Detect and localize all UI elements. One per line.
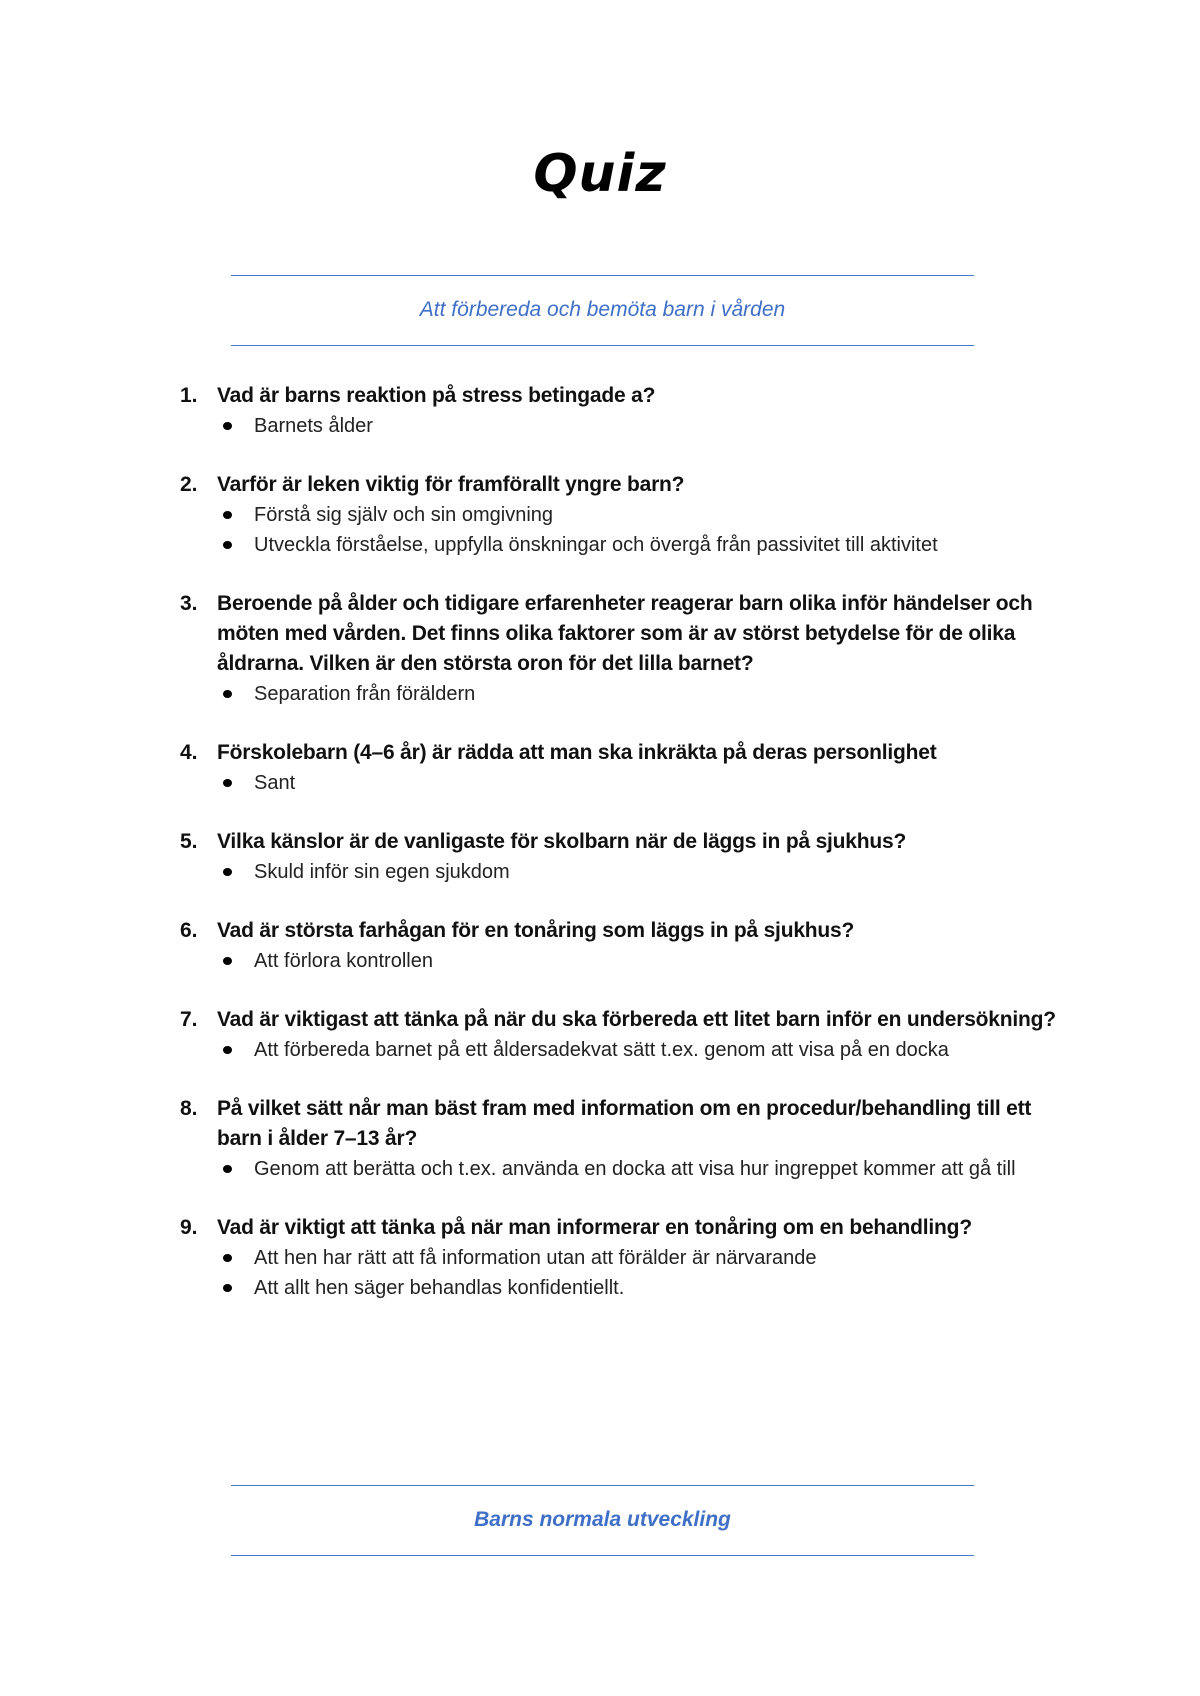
question-number: 2. (180, 473, 198, 496)
bullet-icon (223, 541, 232, 549)
quiz-question (170, 589, 1070, 709)
question-text: Varför är leken viktig för framförallt yngre barn? (217, 473, 685, 496)
answer-text: Att förlora kontrollen (254, 950, 433, 972)
question-text: Vad är viktigast att tänka på när du ska förbereda ett litet barn inför en undersökning? (217, 1008, 1056, 1031)
answer-text: Förstå sig själv och sin omgivning (254, 504, 554, 526)
answer-item (217, 679, 1070, 709)
answer-text: Att förbereda barnet på ett åldersadekvat sätt t.ex. genom att visa på en docka (254, 1039, 949, 1061)
answer-text: Sant (254, 772, 296, 794)
answer-text: Utveckla förståelse, uppfylla önskningar och övergå från passivitet till aktivitet (254, 534, 938, 556)
answer-item (217, 1035, 1070, 1065)
answer-item (217, 1154, 1070, 1184)
question-number: 9. (180, 1216, 198, 1239)
answer-list (217, 857, 1070, 887)
bullet-icon (223, 511, 232, 519)
bullet-icon (223, 422, 232, 430)
bullet-icon (223, 779, 232, 787)
question-text: Vad är barns reaktion på stress betingade a? (217, 384, 656, 407)
answer-list (217, 679, 1070, 709)
answer-list (217, 946, 1070, 976)
quiz-question (170, 827, 1070, 887)
question-number: 7. (180, 1008, 198, 1031)
answer-text: Att allt hen säger behandlas konfidentiellt. (254, 1277, 625, 1299)
subtitle-bottom: Barns normala utveckling (231, 1485, 974, 1556)
answer-item (217, 857, 1070, 887)
answer-list (217, 411, 1070, 441)
quiz-question (170, 381, 1070, 441)
question-number: 3. (180, 592, 198, 615)
quiz-question (170, 738, 1070, 798)
quiz-question (170, 1213, 1070, 1303)
bullet-icon (223, 868, 232, 876)
answer-list (217, 1243, 1070, 1303)
answer-list (217, 1035, 1070, 1065)
question-number: 1. (180, 384, 198, 407)
question-text: Beroende på ålder och tidigare erfarenheter reagerar barn olika inför händelser och möten med vården. Det finns olika faktorer som är av störst betydelse för de olika åldrarna. Vilken är den största oron för det lilla barnet? (217, 592, 1033, 675)
question-number: 4. (180, 741, 198, 764)
question-number: 8. (180, 1097, 198, 1120)
bullet-icon (223, 690, 232, 698)
question-text: Förskolebarn (4–6 år) är rädda att man ska inkräkta på deras personlighet (217, 741, 937, 764)
answer-item (217, 768, 1070, 798)
quiz-question (170, 916, 1070, 976)
answer-list (217, 500, 1070, 560)
answer-item (217, 1273, 1070, 1303)
answer-text: Genom att berätta och t.ex. använda en docka att visa hur ingreppet kommer att gå till (254, 1158, 1016, 1180)
answer-item (217, 530, 1070, 560)
question-text: Vad är viktigt att tänka på när man informerar en tonåring om en behandling? (217, 1216, 972, 1239)
answer-item (217, 1243, 1070, 1273)
quiz-question (170, 470, 1070, 560)
bullet-icon (223, 1046, 232, 1054)
subtitle-top: Att förbereda och bemöta barn i vården (231, 275, 974, 346)
bullet-icon (223, 957, 232, 965)
question-text: På vilket sätt når man bäst fram med information om en procedur/behandling till ett barn i ålder 7–13 år? (217, 1097, 1032, 1150)
quiz-question (170, 1005, 1070, 1065)
quiz-list (170, 381, 1070, 1332)
answer-list (217, 1154, 1070, 1184)
answer-item (217, 500, 1070, 530)
bullet-icon (223, 1254, 232, 1262)
answer-text: Separation från föräldern (254, 683, 476, 705)
quiz-question (170, 1094, 1070, 1184)
bullet-icon (223, 1165, 232, 1173)
page-title: Quiz (533, 144, 667, 204)
answer-list (217, 768, 1070, 798)
answer-text: Barnets ålder (254, 415, 373, 437)
answer-text: Att hen har rätt att få information utan att förälder är närvarande (254, 1247, 817, 1269)
question-text: Vad är största farhågan för en tonåring som läggs in på sjukhus? (217, 919, 855, 942)
question-text: Vilka känslor är de vanligaste för skolbarn när de läggs in på sjukhus? (217, 830, 907, 853)
question-number: 5. (180, 830, 198, 853)
question-number: 6. (180, 919, 198, 942)
answer-text: Skuld inför sin egen sjukdom (254, 861, 510, 883)
bullet-icon (223, 1284, 232, 1292)
answer-item (217, 946, 1070, 976)
answer-item (217, 411, 1070, 441)
